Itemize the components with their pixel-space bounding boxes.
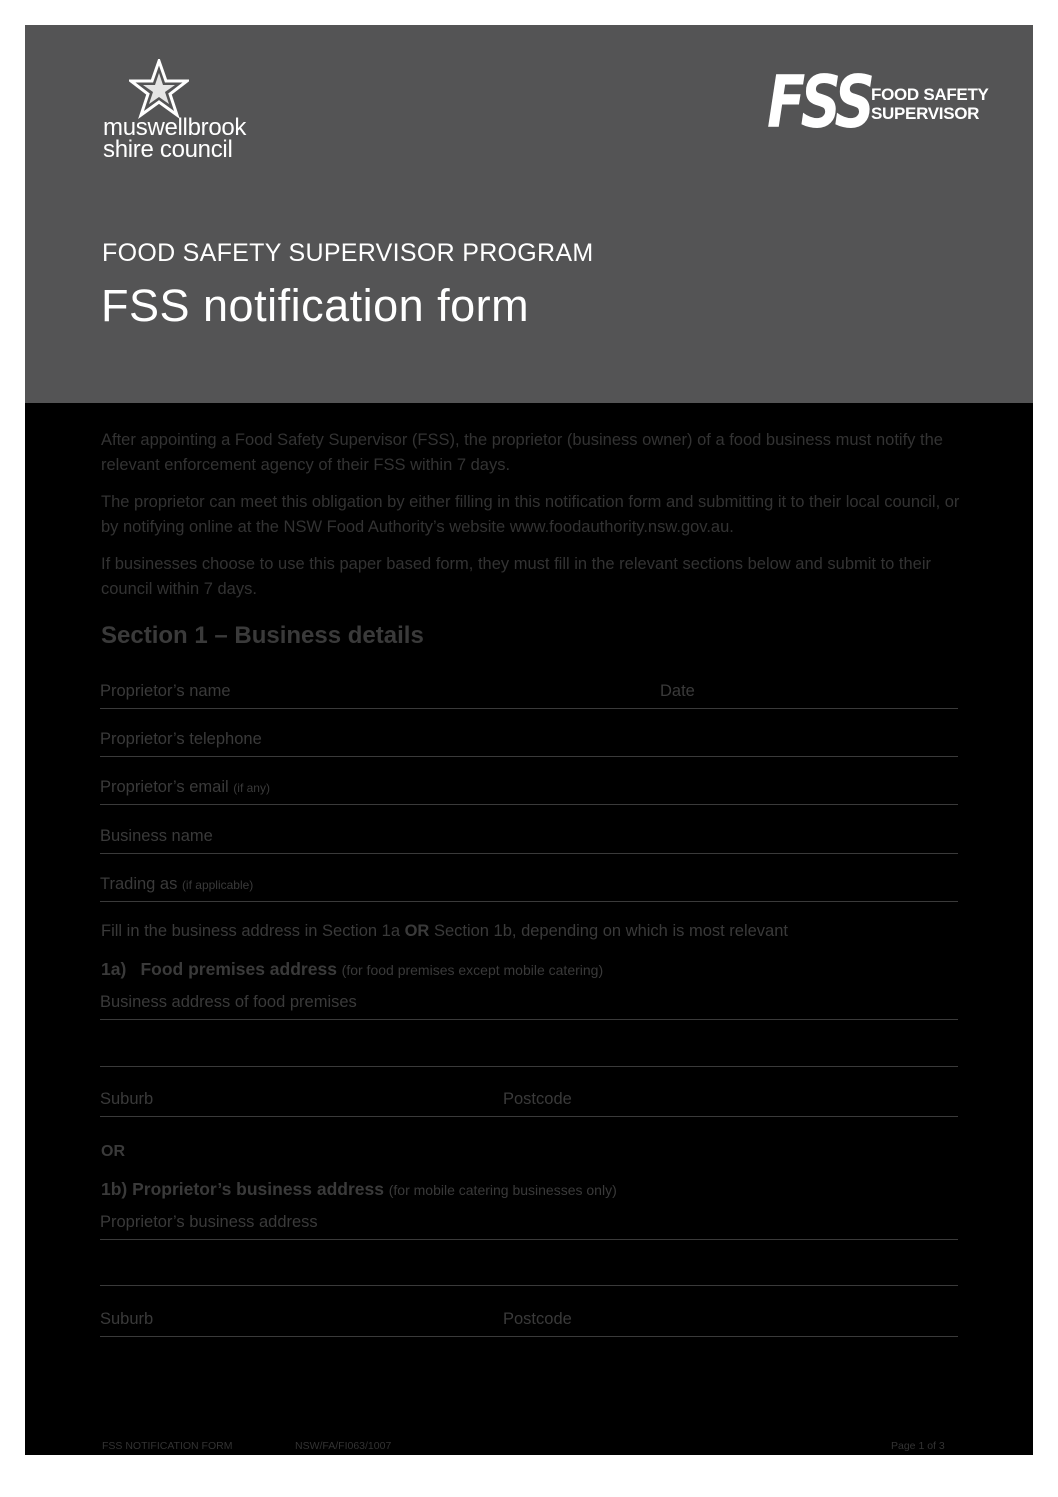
- email-note: (if any): [233, 781, 270, 795]
- premises-address-label: Business address of food premises: [100, 993, 357, 1011]
- subsection-1b-heading: [101, 1179, 617, 1200]
- proprietor-name-label: Proprietor’s name: [100, 682, 231, 700]
- fss-mark: FSS: [767, 60, 871, 144]
- premises-address-field[interactable]: [100, 991, 958, 1020]
- suburb-label: Suburb: [100, 1090, 154, 1108]
- form-title: FSS notification form: [101, 280, 530, 331]
- proprietor-name-field[interactable]: [100, 680, 958, 709]
- star-icon: [129, 59, 189, 119]
- subsection-1b-note: (for mobile catering businesses only): [388, 1182, 617, 1198]
- fss-logo: [767, 60, 1007, 144]
- proprietor-telephone-field[interactable]: [100, 728, 958, 757]
- date-label: Date: [660, 682, 695, 700]
- subsection-1a-note: (for food premises except mobile catering): [341, 962, 604, 978]
- suburb-postcode-field-1b[interactable]: [100, 1308, 958, 1337]
- suburb-label-b: Suburb: [100, 1310, 154, 1328]
- program-title: FOOD SAFETY SUPERVISOR PROGRAM: [102, 239, 594, 267]
- proprietor-email-field[interactable]: [100, 776, 958, 805]
- premises-address-line-2[interactable]: [100, 1066, 958, 1067]
- section-1-heading: Section 1 – Business details: [101, 622, 424, 649]
- business-name-field[interactable]: [100, 825, 958, 854]
- subsection-1a-number: 1a): [101, 959, 127, 979]
- trading-as-label: Trading as: [100, 875, 178, 893]
- subsection-1a-title: Food premises address: [140, 959, 337, 979]
- council-logo: [103, 59, 293, 169]
- business-name-label: Business name: [100, 827, 213, 845]
- fss-text-line2: SUPERVISOR: [871, 104, 980, 123]
- trading-as-label-wrap: [100, 875, 253, 894]
- footer-form-code: NSW/FA/FI063/1007: [295, 1440, 392, 1452]
- form-page: [25, 25, 1033, 1455]
- council-name: [103, 114, 303, 163]
- business-address-field[interactable]: [100, 1211, 958, 1240]
- address-note-part1: Fill in the business address in Section 1a: [101, 922, 400, 940]
- address-note-part2: Section 1b, depending on which is most relevant: [433, 922, 788, 940]
- header-banner: [25, 25, 1033, 403]
- fss-logo-text: [871, 85, 989, 123]
- trading-as-note: (if applicable): [181, 878, 254, 892]
- intro-paragraph-2: The proprietor can meet this obligation by either filling in this notification form and submitting it to their local council, or by notifying online at the NSW Food Authority’s website www.foodauthority.nsw.gov.au.: [101, 493, 960, 536]
- intro-paragraph-3: If businesses choose to use this paper based form, they must fill in the relevant sections below and submit to their council within 7 days.: [101, 555, 932, 598]
- subsection-1b-title: 1b) Proprietor’s business address: [101, 1179, 385, 1199]
- footer-page-number: Page 1 of 3: [891, 1440, 945, 1452]
- business-address-line-2[interactable]: [100, 1285, 958, 1286]
- fss-text-line1: FOOD SAFETY: [871, 85, 989, 104]
- or-separator: OR: [101, 1143, 125, 1160]
- email-label: Proprietor’s email: [100, 778, 229, 796]
- intro-paragraph-1: After appointing a Food Safety Supervisor (FSS), the proprietor (business owner) of a food business must notify the relevant enforcement agency of their FSS within 7 days.: [101, 431, 943, 474]
- postcode-label-b: Postcode: [503, 1310, 572, 1328]
- subsection-1a-heading: [101, 959, 603, 980]
- email-label-wrap: [100, 778, 270, 797]
- trading-as-field[interactable]: [100, 873, 958, 902]
- council-name-line1: muswellbrook: [103, 114, 247, 141]
- suburb-postcode-field-1a[interactable]: [100, 1088, 958, 1117]
- business-address-label: Proprietor’s business address: [100, 1213, 318, 1231]
- address-instruction: [101, 922, 788, 941]
- footer-form-name: FSS NOTIFICATION FORM: [102, 1440, 233, 1452]
- telephone-label: Proprietor’s telephone: [100, 730, 262, 748]
- postcode-label: Postcode: [503, 1090, 572, 1108]
- council-name-line2: shire council: [103, 136, 233, 163]
- address-note-or: OR: [404, 922, 430, 940]
